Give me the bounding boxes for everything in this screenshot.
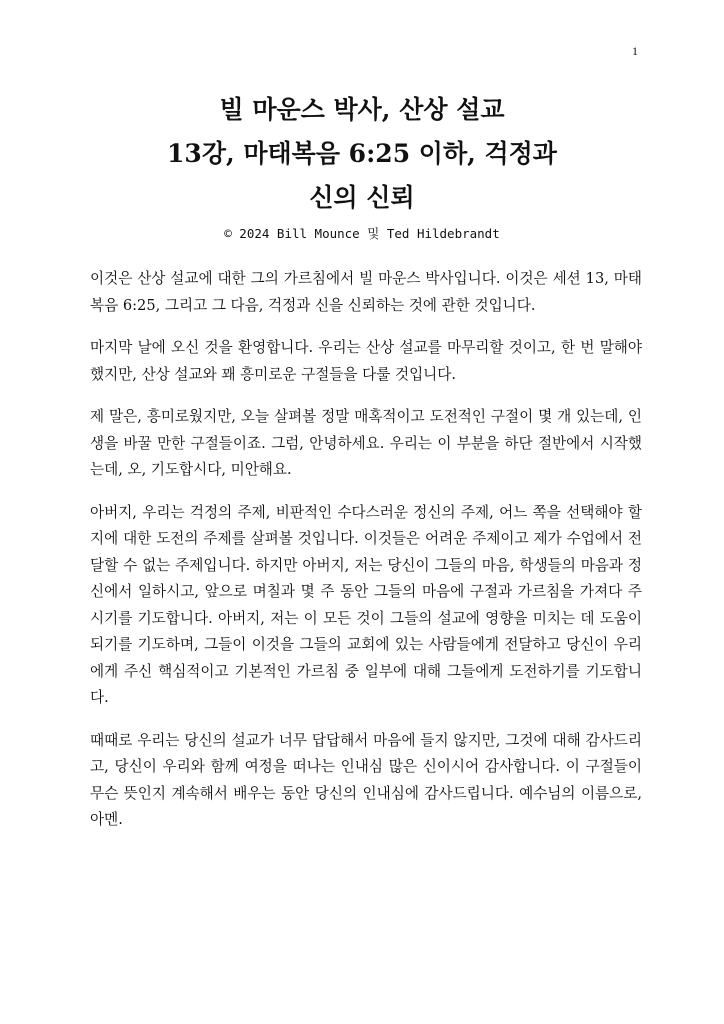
- paragraph-3: 제 말은, 흥미로웠지만, 오늘 살펴볼 정말 매혹적이고 도전적인 구절이 몇 개 있는데, 인생을 바꿀 만한 구절들이죠. 그럼, 안녕하세요. 우리는 이 부분을 하단 절반에서 시작했는데, 오, 기도합시다, 미안해요.: [90, 408, 642, 478]
- title-line-1: 빌 마운스 박사, 산상 설교: [219, 95, 505, 124]
- page-number: 1: [632, 44, 638, 58]
- title-line-3: 신의 신뢰: [309, 183, 415, 212]
- paragraph-1: 이것은 산상 설교에 대한 그의 가르침에서 빌 마운스 박사입니다. 이것은 세션 13, 마태복음 6:25, 그리고 그 다음, 걱정과 신을 신뢰하는 것에 관한 것입니다.: [90, 270, 642, 314]
- paragraph-4: 아버지, 우리는 걱정의 주제, 비판적인 수다스러운 정신의 주제, 어느 쪽을 선택해야 할지에 대한 도전의 주제를 살펴볼 것입니다. 이것들은 어려운 주제이고 제가 수업에서 전달할 수 없는 주제입니다. 하지만 아버지, 저는 당신이 그들의 마음, 학생들의 마음과 정신에서 일하시고, 앞으로 며칠과 몇 주 동안 그들의 마음에 구절과 가르침을 가져다 주시기를 기도합니다. 아버지, 저는 이 모든 것이 그들의 설교에 영향을 미치는 데 도움이 되기를 기도하며, 그들이 이것을 그들의 교회에 있는 사람들에게 전달하고 당신이 우리에게 주신 핵심적이고 기본적인 가르침 중 일부에 대해 그들에게 도전하기를 기도합니다.: [90, 503, 642, 706]
- title-line-2: 13강, 마태복음 6:25 이하, 걱정과: [167, 139, 557, 168]
- paragraph-5: 때때로 우리는 당신의 설교가 너무 답답해서 마음에 들지 않지만, 그것에 대해 감사드리고, 당신이 우리와 함께 여정을 떠나는 인내심 많은 신이시어 감사합니다. 이 구절들이 무슨 뜻인지 계속해서 배우는 동안 당신의 인내심에 감사드립니다. 예수님의 이름으로, 아멘.: [90, 731, 642, 828]
- document-title: [60, 88, 664, 220]
- copyright-line: © 2024 Bill Mounce 및 Ted Hildebrandt: [224, 226, 500, 241]
- paragraph-2: 마지막 날에 오신 것을 환영합니다. 우리는 산상 설교를 마무리할 것이고, 한 번 말해야 했지만, 산상 설교와 꽤 흥미로운 구절들을 다룰 것입니다.: [90, 339, 642, 383]
- document-body: [90, 266, 642, 850]
